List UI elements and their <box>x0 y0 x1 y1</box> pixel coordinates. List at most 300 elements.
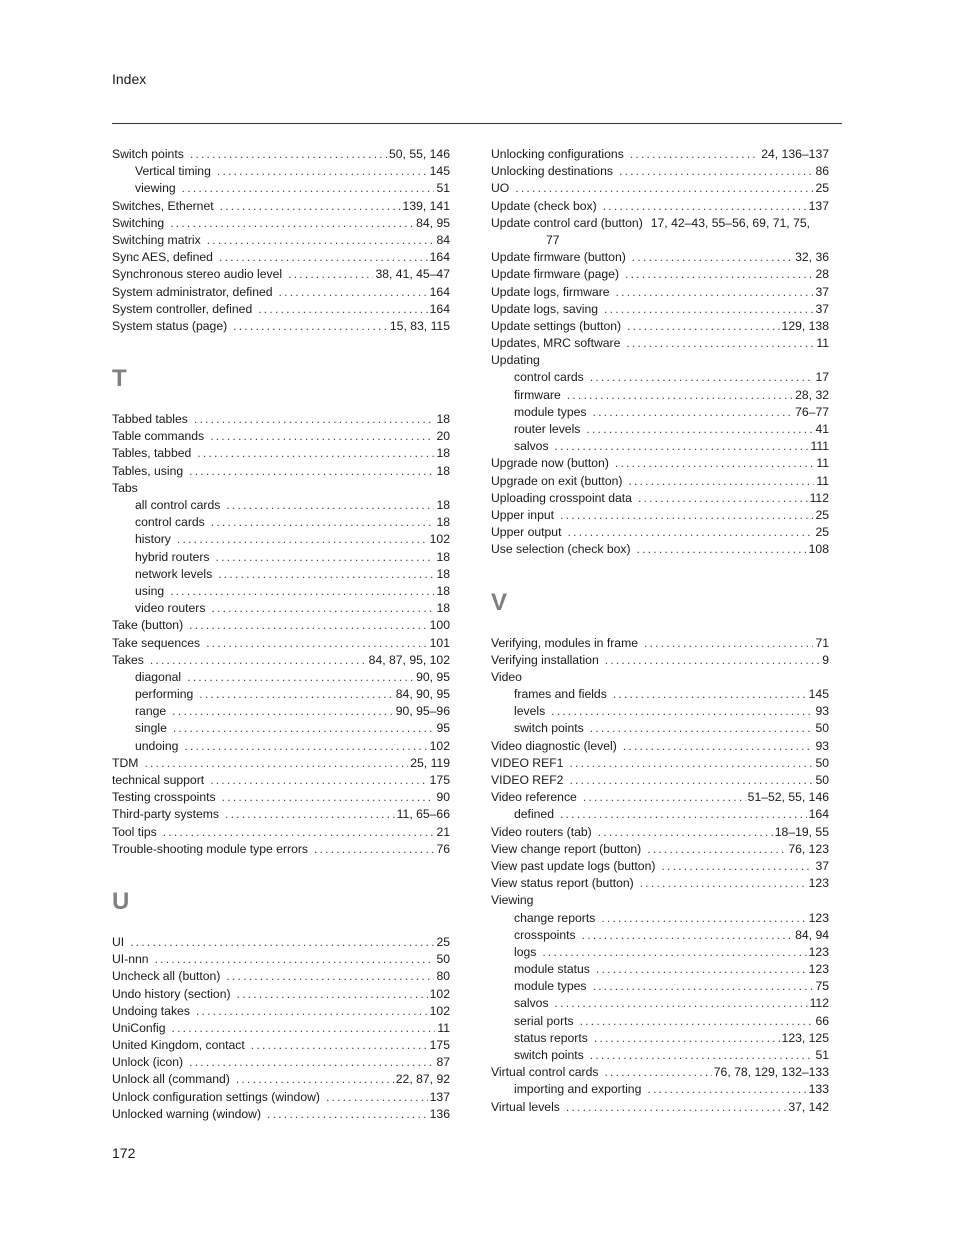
index-entry <box>491 266 829 283</box>
dot-leader <box>130 934 434 951</box>
index-entry <box>112 1089 450 1106</box>
index-term: Sync AES, defined <box>112 250 213 265</box>
index-entry <box>491 490 829 507</box>
index-pages: 20 <box>436 429 450 444</box>
index-term: importing and exporting <box>514 1082 642 1097</box>
index-heading-term: Updating <box>491 353 540 368</box>
index-subentry <box>112 180 450 197</box>
dot-leader <box>279 284 428 301</box>
dot-leader <box>661 858 813 875</box>
index-entry <box>491 180 829 197</box>
index-entry <box>112 772 450 789</box>
index-term: undoing <box>135 738 179 753</box>
index-entry <box>112 215 450 232</box>
dot-leader <box>542 944 806 961</box>
index-term: Tool tips <box>112 824 157 839</box>
index-entry <box>112 934 450 951</box>
index-subentry <box>112 163 450 180</box>
index-entry <box>491 146 829 163</box>
dot-leader <box>189 1054 434 1071</box>
index-letter-heading: V <box>491 588 508 616</box>
index-term: status reports <box>514 1030 588 1045</box>
index-pages: 50 <box>815 721 829 736</box>
index-term: Table commands <box>112 429 205 444</box>
index-subentry <box>112 703 450 720</box>
index-subentry <box>491 944 829 961</box>
index-term: Take (button) <box>112 618 184 633</box>
dot-leader <box>225 806 395 823</box>
dot-leader <box>580 1013 814 1030</box>
dot-leader <box>237 986 428 1003</box>
index-entry <box>491 1064 829 1081</box>
index-pages: 24, 136–137 <box>761 147 829 161</box>
index-pages: 145 <box>429 164 450 179</box>
index-entry <box>112 841 450 858</box>
index-term: VIDEO REF1 <box>491 755 564 770</box>
index-pages: 93 <box>815 738 829 753</box>
index-pages: 51 <box>436 181 450 196</box>
index-entry <box>112 284 450 301</box>
index-term: Tables, using <box>112 463 184 478</box>
index-pages: 123 <box>808 876 829 891</box>
index-entry <box>491 473 829 490</box>
index-term: video routers <box>135 601 206 616</box>
dot-leader <box>625 266 813 283</box>
index-pages: 38, 41, 45–47 <box>375 267 450 282</box>
dot-leader <box>144 755 408 772</box>
index-pages: 164 <box>429 284 450 299</box>
index-term: change reports <box>514 910 596 925</box>
dot-leader <box>163 824 435 841</box>
index-subentry <box>491 1013 829 1030</box>
dot-leader <box>217 163 428 180</box>
index-entry <box>112 1020 450 1037</box>
index-pages: 32, 36 <box>795 250 829 265</box>
dot-leader <box>647 1081 806 1098</box>
dot-leader <box>628 473 814 490</box>
dot-leader <box>583 789 746 806</box>
dot-leader <box>560 507 813 524</box>
dot-leader <box>314 841 434 858</box>
index-pages: 50 <box>436 952 450 967</box>
index-term: Upgrade now (button) <box>491 456 609 471</box>
index-subentry <box>491 1081 829 1098</box>
dot-leader <box>586 421 813 438</box>
index-entry <box>491 755 829 772</box>
dot-leader <box>566 1099 786 1116</box>
dot-leader <box>555 438 809 455</box>
dot-leader <box>632 249 793 266</box>
index-pages: 145 <box>808 687 829 702</box>
index-pages: 111 <box>810 439 829 454</box>
dot-leader <box>560 806 807 823</box>
index-entry-line <box>491 215 829 232</box>
index-pages: 84 <box>436 232 450 247</box>
dot-leader <box>515 180 813 197</box>
index-pages: 76, 123 <box>788 841 829 856</box>
index-term: control cards <box>514 370 584 385</box>
index-pages: 25 <box>436 934 450 949</box>
header-rule <box>112 123 842 124</box>
index-pages: 21 <box>436 824 450 839</box>
dot-leader <box>226 497 434 514</box>
index-pages: 101 <box>429 635 450 650</box>
index-term: Video routers (tab) <box>491 824 592 839</box>
index-term: Unlocked warning (window) <box>112 1106 262 1121</box>
index-term: View change report (button) <box>491 841 642 856</box>
index-pages: 136 <box>429 1106 450 1121</box>
index-entry <box>491 652 829 669</box>
running-header: Index <box>112 71 147 87</box>
index-pages: 9 <box>822 652 829 667</box>
index-pages: 76, 78, 129, 132–133 <box>713 1065 829 1080</box>
index-subentry <box>491 387 829 404</box>
dot-leader <box>184 738 427 755</box>
index-pages: 22, 87, 92 <box>395 1072 450 1087</box>
index-term: Switches, Ethernet <box>112 198 214 213</box>
dot-leader <box>590 720 814 737</box>
index-subentry <box>112 566 450 583</box>
index-entry <box>112 755 450 772</box>
index-pages: 17, 42–43, 55–56, 69, 71, 75, <box>650 215 811 230</box>
index-term: Use selection (check box) <box>491 542 631 557</box>
index-pages: 100 <box>429 618 450 633</box>
index-term: Testing crosspoints <box>112 790 216 805</box>
index-entry <box>112 463 450 480</box>
index-term: View status report (button) <box>491 876 634 891</box>
index-term: crosspoints <box>514 927 576 942</box>
dot-leader <box>637 541 807 558</box>
dot-leader <box>623 738 814 755</box>
index-pages: 164 <box>429 250 450 265</box>
index-pages: 139, 141 <box>402 198 450 213</box>
dot-leader <box>627 318 779 335</box>
index-term: Updates, MRC software <box>491 336 621 351</box>
index-entry <box>112 617 450 634</box>
index-subentry <box>112 514 450 531</box>
dot-leader <box>177 531 428 548</box>
index-term: Verifying installation <box>491 652 599 667</box>
index-term: Unlock all (command) <box>112 1072 230 1087</box>
index-pages: 51 <box>815 1048 829 1063</box>
index-pages: 18 <box>436 549 450 564</box>
index-entry <box>112 266 450 283</box>
index-term: router levels <box>514 422 581 437</box>
index-term: UI-nnn <box>112 952 149 967</box>
index-entry <box>112 411 450 428</box>
index-entry <box>491 635 829 652</box>
index-pages: 95 <box>436 721 450 736</box>
index-pages: 37, 142 <box>788 1099 829 1114</box>
index-subentry <box>491 961 829 978</box>
index-pages: 66 <box>815 1013 829 1028</box>
dot-leader <box>199 686 394 703</box>
dot-leader <box>638 490 808 507</box>
dot-leader <box>197 445 434 462</box>
dot-leader <box>604 1064 711 1081</box>
index-term: Upgrade on exit (button) <box>491 473 623 488</box>
index-pages: 37 <box>815 301 829 316</box>
dot-leader <box>619 163 813 180</box>
index-subentry <box>112 600 450 617</box>
index-term: module status <box>514 962 590 977</box>
index-term: firmware <box>514 387 561 402</box>
index-pages: 18 <box>436 583 450 598</box>
index-entry <box>112 428 450 445</box>
index-pages: 18 <box>436 601 450 616</box>
index-term: history <box>135 532 171 547</box>
index-term: VIDEO REF2 <box>491 773 564 788</box>
index-term: Virtual control cards <box>491 1065 599 1080</box>
index-pages: 80 <box>436 969 450 984</box>
index-entry <box>491 541 829 558</box>
index-subentry <box>112 497 450 514</box>
dot-leader <box>598 824 773 841</box>
dot-leader <box>170 583 434 600</box>
dot-leader <box>189 617 428 634</box>
index-term: Undo history (section) <box>112 986 231 1001</box>
dot-leader <box>590 369 814 386</box>
dot-leader <box>216 549 435 566</box>
index-entry <box>112 249 450 266</box>
index-entry <box>112 1003 450 1020</box>
index-term: Upper output <box>491 525 562 540</box>
index-pages: 137 <box>429 1089 450 1104</box>
dot-leader <box>222 789 435 806</box>
index-subentry <box>112 738 450 755</box>
dot-leader <box>155 951 435 968</box>
index-term: Switching matrix <box>112 232 201 247</box>
index-subentry <box>491 978 829 995</box>
index-term: defined <box>514 807 554 822</box>
index-term: Unlock (icon) <box>112 1055 184 1070</box>
index-pages: 129, 138 <box>781 318 829 333</box>
index-term: control cards <box>135 515 205 530</box>
dot-leader <box>567 387 793 404</box>
index-entry <box>491 1099 829 1116</box>
index-subentry <box>112 720 450 737</box>
index-heading-term: Video <box>491 669 522 684</box>
index-term: single <box>135 721 167 736</box>
index-pages: 28, 32 <box>795 387 829 402</box>
index-term: Update control card (button) <box>491 215 643 230</box>
index-entry <box>112 824 450 841</box>
index-pages: 123 <box>808 910 829 925</box>
dot-leader <box>647 841 786 858</box>
index-term: frames and fields <box>514 687 607 702</box>
index-heading-term: Viewing <box>491 893 534 908</box>
dot-leader <box>615 455 814 472</box>
index-term: Uploading crosspoint data <box>491 490 632 505</box>
dot-leader <box>594 1030 780 1047</box>
index-subentry <box>491 720 829 737</box>
dot-leader <box>640 875 807 892</box>
index-pages: 164 <box>429 301 450 316</box>
index-entry <box>112 198 450 215</box>
index-term: technical support <box>112 773 205 787</box>
index-subentry <box>491 1047 829 1064</box>
index-term: using <box>135 583 165 598</box>
index-term: module types <box>514 979 587 994</box>
dot-leader <box>551 703 813 720</box>
index-term: switch points <box>514 1048 584 1063</box>
index-pages: 123 <box>808 944 829 959</box>
index-entry <box>112 986 450 1003</box>
index-entry <box>112 789 450 806</box>
index-term: Tables, tabbed <box>112 446 192 461</box>
index-term: Video reference <box>491 790 577 805</box>
index-entry <box>112 652 450 669</box>
index-term: diagonal <box>135 669 182 684</box>
index-subentry <box>491 369 829 386</box>
index-entry <box>112 806 450 823</box>
index-entry <box>491 789 829 806</box>
dot-leader <box>326 1089 428 1106</box>
index-term: Update (check box) <box>491 198 597 213</box>
dot-leader <box>182 180 435 197</box>
index-pages: 123, 125 <box>781 1030 829 1045</box>
index-term: Switch points <box>112 147 184 161</box>
index-pages: 25 <box>815 507 829 522</box>
index-subentry <box>112 583 450 600</box>
dot-leader <box>187 669 414 686</box>
index-term: switch points <box>514 721 584 736</box>
index-pages: 90, 95–96 <box>395 704 450 719</box>
index-entry <box>491 841 829 858</box>
dot-leader <box>196 1003 428 1020</box>
index-pages: 17 <box>815 370 829 385</box>
dot-leader <box>173 720 435 737</box>
index-term: View past update logs (button) <box>491 858 656 873</box>
index-heading-term: Tabs <box>112 480 138 495</box>
index-pages: 25, 119 <box>410 755 450 770</box>
index-term: salvos <box>514 439 549 454</box>
index-term: UI <box>112 934 125 949</box>
index-term: Unlock configuration settings (window) <box>112 1089 320 1104</box>
dot-leader <box>258 301 427 318</box>
dot-leader <box>226 968 434 985</box>
index-entry <box>112 232 450 249</box>
index-entry <box>491 875 829 892</box>
index-entry <box>112 951 450 968</box>
index-term: salvos <box>514 996 549 1011</box>
dot-leader <box>190 146 387 163</box>
index-subentry <box>491 910 829 927</box>
dot-leader <box>644 635 813 652</box>
dot-leader <box>210 772 428 789</box>
dot-leader <box>170 215 414 232</box>
index-pages: 50 <box>815 773 829 788</box>
dot-leader <box>590 1047 814 1064</box>
index-term: Unlocking configurations <box>491 147 624 161</box>
index-term: TDM <box>112 755 139 770</box>
index-entry <box>491 249 829 266</box>
index-pages: 75 <box>815 979 829 994</box>
dot-leader <box>233 318 388 335</box>
dot-leader <box>616 284 814 301</box>
dot-leader <box>172 1020 436 1037</box>
dot-leader <box>601 910 806 927</box>
index-term: UO <box>491 181 510 196</box>
index-entry <box>491 858 829 875</box>
index-subentry <box>491 995 829 1012</box>
dot-leader <box>596 961 807 978</box>
index-subentry <box>491 438 829 455</box>
index-subentry <box>491 1030 829 1047</box>
index-entry <box>112 1037 450 1054</box>
dot-leader <box>582 927 793 944</box>
index-letter-heading: T <box>112 365 127 393</box>
index-term: levels <box>514 704 546 719</box>
index-term: range <box>135 704 167 719</box>
index-term: Upper input <box>491 507 555 522</box>
dot-leader <box>189 463 434 480</box>
dot-leader <box>194 411 435 428</box>
index-pages: 84, 95 <box>416 215 450 230</box>
index-entry <box>491 318 829 335</box>
index-letter-heading: U <box>112 887 130 915</box>
index-pages: 50 <box>815 755 829 770</box>
index-pages: 71 <box>815 635 829 650</box>
index-term: Take sequences <box>112 635 201 650</box>
index-entry <box>112 301 450 318</box>
index-term: Update firmware (button) <box>491 250 626 265</box>
index-entry <box>491 738 829 755</box>
dot-leader <box>593 404 794 421</box>
index-pages: 90 <box>436 790 450 805</box>
index-pages: 112 <box>809 996 829 1011</box>
index-term: Takes <box>112 652 144 667</box>
index-term: Third-party systems <box>112 807 219 822</box>
index-term: Switching <box>112 215 165 230</box>
index-entry <box>112 1054 450 1071</box>
index-entry <box>491 335 829 352</box>
index-term: performing <box>135 687 194 702</box>
index-term: United Kingdom, contact <box>112 1038 245 1053</box>
index-pages: 41 <box>815 422 829 437</box>
dot-leader <box>605 652 821 669</box>
index-pages: 123 <box>808 962 829 977</box>
index-term: Vertical timing <box>135 164 211 179</box>
index-entry <box>491 524 829 541</box>
index-entry <box>112 635 450 652</box>
index-subentry <box>112 669 450 686</box>
index-pages: 102 <box>429 1003 450 1018</box>
index-pages: 15, 83, 115 <box>389 318 450 333</box>
index-pages: 87 <box>436 1055 450 1070</box>
index-pages: 11, 65–66 <box>396 807 450 822</box>
index-term: Update logs, firmware <box>491 284 610 299</box>
dot-leader <box>569 772 813 789</box>
index-subentry <box>491 404 829 421</box>
dot-leader <box>211 600 434 617</box>
dot-leader <box>604 301 813 318</box>
index-term: logs <box>514 944 537 959</box>
index-entry <box>491 301 829 318</box>
index-term: Uncheck all (button) <box>112 969 221 984</box>
index-pages: 164 <box>808 807 829 822</box>
index-pages: 37 <box>815 858 829 873</box>
index-pages: 137 <box>808 198 829 213</box>
dot-leader <box>267 1106 428 1123</box>
index-term: network levels <box>135 566 213 581</box>
index-pages: 25 <box>815 525 829 540</box>
index-pages: 112 <box>809 490 829 505</box>
index-pages: 86 <box>815 164 829 179</box>
index-term: Virtual levels <box>491 1099 560 1114</box>
index-pages: 28 <box>815 267 829 282</box>
dot-leader <box>172 703 394 720</box>
